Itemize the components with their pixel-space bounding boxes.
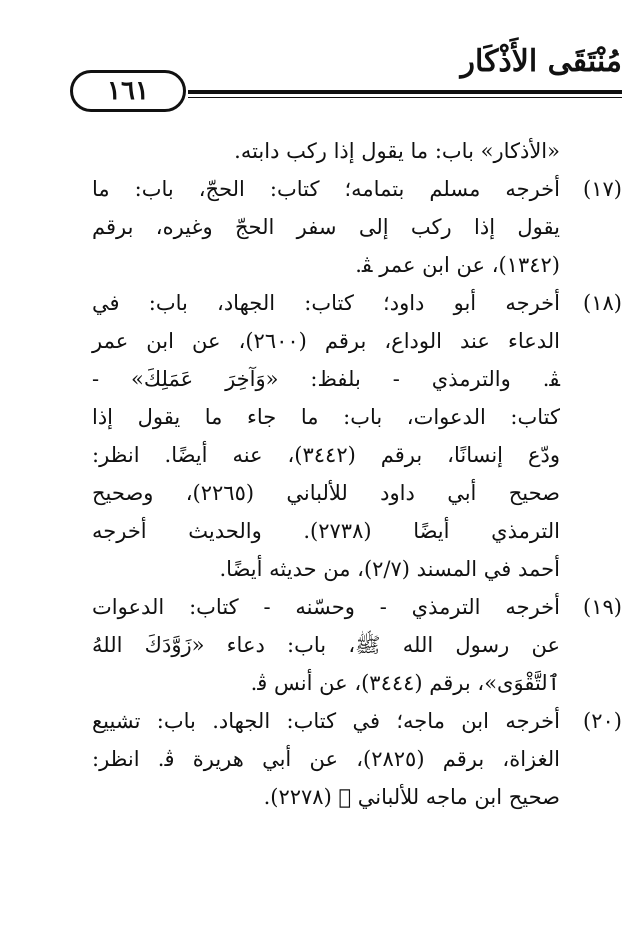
text-line: عن رسول الله ﷺ، باب: دعاء «زَوَّدَكَ اللهُ xyxy=(92,633,560,657)
footnote-19 xyxy=(92,588,622,702)
text-line: كتاب: الدعوات، باب: ما جاء ما يقول إذا xyxy=(92,405,560,429)
book-title: مُنْتَقَى الأَذْكَار xyxy=(460,44,622,79)
text-line: صحيح أبي داود للألباني (٢٢٦٥)، وصحيح xyxy=(92,481,560,505)
footnote-17 xyxy=(92,170,622,284)
footnote-number: (١٨) xyxy=(583,291,622,315)
text-line: ﭭ. والترمذي - بلفظ: «وَآخِرَ عَمَلِكَ» - xyxy=(92,367,560,391)
footnotes-body xyxy=(92,132,622,816)
text-line: يقول إذا ركب إلى سفر الحجّ وغيره، برقم xyxy=(92,215,560,239)
text-line: أخرجه أبو داود؛ كتاب: الجهاد، باب: في xyxy=(92,291,560,315)
text-line: الدعاء عند الوداع، برقم (٢٦٠٠)، عن ابن عمر xyxy=(92,329,561,353)
footnote-text xyxy=(92,170,560,284)
page-number: ١٦١ xyxy=(70,70,186,112)
continuation-text xyxy=(92,132,560,170)
text-line: صحيح ابن ماجه للألباني ﷬ (٢٢٧٨). xyxy=(263,785,560,809)
text-line: ودّع إنسانًا، برقم (٣٤٤٢)، عنه أيضًا. انظر: xyxy=(92,443,560,467)
text-line: أخرجه مسلم بتمامه؛ كتاب: الحجّ، باب: ما xyxy=(92,177,560,201)
footnote-number: (١٧) xyxy=(583,177,622,201)
text-line: الترمذي أيضًا (٢٧٣٨). والحديث أخرجه xyxy=(92,519,561,543)
footnote-text xyxy=(92,284,560,588)
text-line: ٱلتَّقْوَى»، برقم (٣٤٤٤)، عن أنس ﭬ. xyxy=(250,671,560,695)
header-rule-thin xyxy=(188,97,622,98)
text-line: (١٣٤٢)، عن ابن عمر ﭭ. xyxy=(355,253,560,277)
footnote-20 xyxy=(92,702,622,816)
text-line: «الأذكار» باب: ما يقول إذا ركب دابته. xyxy=(234,139,560,163)
page-header xyxy=(70,38,630,108)
text-line: أخرجه ابن ماجه؛ في كتاب: الجهاد. باب: تشييع xyxy=(92,709,560,733)
text-line: أحمد في المسند (٢/٧)، من حديثه أيضًا. xyxy=(219,557,560,581)
footnote-18 xyxy=(92,284,622,588)
header-rule xyxy=(188,90,622,94)
footnote-number: (٢٠) xyxy=(583,709,622,733)
footnote-number: (١٩) xyxy=(583,595,622,619)
text-line: الغزاة، برقم (٢٨٢٥)، عن أبي هريرة ﭬ. انظر: xyxy=(92,747,560,771)
footnote-text xyxy=(92,702,560,816)
text-line: أخرجه الترمذي - وحسّنه - كتاب: الدعوات xyxy=(92,595,560,619)
footnote-text xyxy=(92,588,560,702)
